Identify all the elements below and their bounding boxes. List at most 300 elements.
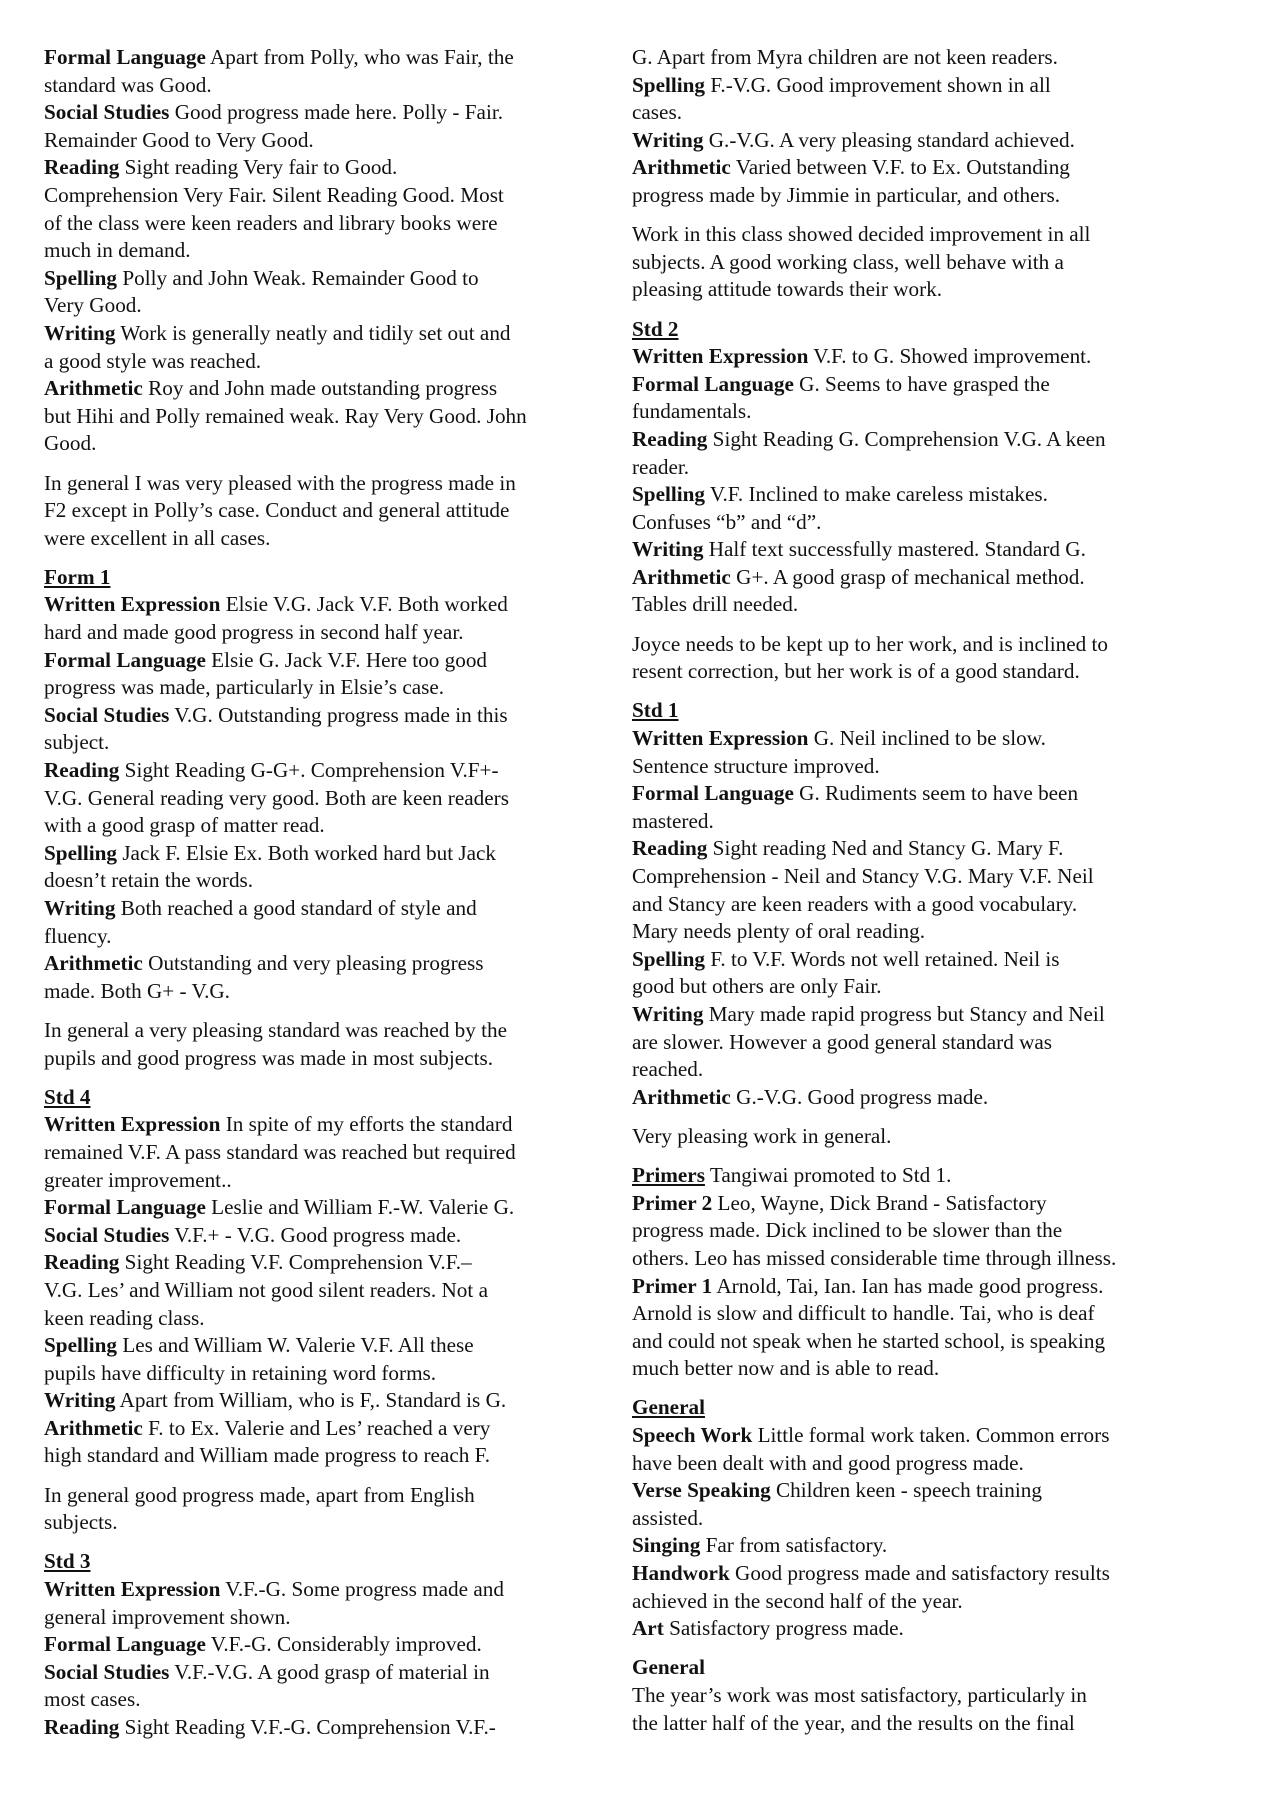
paragraph: [632, 221, 1180, 304]
body-text: V.G. Les’ and William not good silent readers. Not a: [44, 1277, 488, 1302]
paragraph-gap: [632, 686, 1180, 698]
body-text: fluency.: [44, 923, 112, 948]
right-column: [632, 44, 1180, 1737]
subject-label: Spelling: [44, 840, 118, 865]
body-text: Leo, Wayne, Dick Brand - Satisfactory: [712, 1190, 1047, 1215]
text-line: [44, 237, 590, 265]
subject-label: General: [632, 1655, 705, 1680]
body-text: Sight Reading G-G+. Comprehension V.F+-: [119, 758, 499, 783]
text-line: [44, 1277, 590, 1305]
text-line: [632, 1505, 1180, 1533]
subject-label: Arithmetic: [44, 951, 143, 976]
text-line: [632, 509, 1180, 537]
text-line: [44, 950, 590, 978]
body-text: F. to Ex. Valerie and Les’ reached a very: [142, 1415, 491, 1440]
subject-label: Spelling: [632, 72, 706, 97]
subject-label: Formal Language: [44, 45, 206, 69]
subject-label: Reading: [44, 1715, 120, 1739]
text-line: [632, 154, 1180, 182]
text-line: [632, 343, 1180, 371]
text-line: [44, 1442, 590, 1470]
paragraph: [632, 1394, 1180, 1642]
text-line: [632, 1162, 1180, 1190]
text-line: [632, 1273, 1180, 1301]
body-text: general improvement shown.: [44, 1604, 291, 1629]
text-line: [632, 780, 1180, 808]
body-text: Arnold is slow and difficult to handle. Tai, who is deaf: [632, 1301, 1095, 1326]
text-line: [632, 44, 1180, 72]
text-line: [632, 1029, 1180, 1057]
text-line: [632, 1001, 1180, 1029]
text-line: [632, 1450, 1180, 1478]
text-line: [632, 316, 1180, 344]
text-line: [632, 72, 1180, 100]
section-heading: General: [632, 1395, 705, 1420]
subject-label: Spelling: [632, 946, 706, 971]
body-text: a good style was reached.: [44, 348, 262, 373]
body-text: progress made by Jimmie in particular, and others.: [632, 182, 1061, 207]
subject-label: Social Studies: [44, 100, 170, 125]
body-text: Polly and John Weak. Remainder Good to: [117, 265, 479, 290]
text-line: [44, 430, 590, 458]
text-line: [44, 978, 590, 1006]
paragraph: [44, 564, 590, 1006]
body-text: Les and William W. Valerie V.F. All these: [117, 1333, 474, 1358]
subject-label: Written Expression: [44, 1112, 221, 1137]
text-line: [44, 1360, 590, 1388]
body-text: much better now and is able to read.: [632, 1356, 940, 1381]
text-line: [44, 1714, 590, 1742]
text-line: [632, 249, 1180, 277]
body-text: achieved in the second half of the year.: [632, 1588, 963, 1613]
text-line: [44, 182, 590, 210]
body-text: but Hihi and Polly remained weak. Ray Very Good. John: [44, 403, 527, 428]
text-line: [632, 481, 1180, 509]
body-text: Comprehension - Neil and Stancy V.G. Mary V.F. Neil: [632, 864, 1094, 888]
subject-label: Verse Speaking: [632, 1478, 771, 1503]
body-text: In general a very pleasing standard was reached by the: [44, 1017, 507, 1042]
paragraph: [44, 470, 590, 553]
subject-label: Social Studies: [44, 702, 170, 727]
subject-label: Writing: [44, 1388, 116, 1413]
body-text: Remainder Good to Very Good.: [44, 127, 314, 152]
body-text: were excellent in all cases.: [44, 525, 271, 550]
text-line: [632, 182, 1180, 210]
body-text: subject.: [44, 730, 110, 755]
text-line: [44, 923, 590, 951]
text-line: [632, 1245, 1180, 1273]
body-text: pupils have difficulty in retaining word forms.: [44, 1360, 437, 1385]
body-text: V.F.-G. Some progress made and: [220, 1577, 504, 1602]
body-text: In general I was very pleased with the progress made in: [44, 470, 516, 495]
text-line: [44, 1017, 590, 1045]
text-line: [632, 99, 1180, 127]
body-text: Sentence structure improved.: [632, 753, 880, 778]
text-line: [44, 127, 590, 155]
section-heading: Std 1: [632, 698, 679, 723]
body-text: G+. A good grasp of mechanical method.: [730, 564, 1085, 589]
body-text: Far from satisfactory.: [700, 1533, 888, 1558]
body-text: V.G. General reading very good. Both are keen readers: [44, 785, 509, 810]
paragraph-gap: [632, 304, 1180, 316]
text-line: [44, 1222, 590, 1250]
body-text: doesn’t retain the words.: [44, 868, 254, 893]
body-text: progress made. Dick inclined to be slower than the: [632, 1218, 1063, 1243]
text-line: [44, 1576, 590, 1604]
text-line: [44, 1139, 590, 1167]
subject-label: Primer 1: [632, 1273, 713, 1298]
text-line: [44, 265, 590, 293]
paragraph: [632, 1162, 1180, 1383]
paragraph-gap: [632, 1151, 1180, 1163]
text-line: [632, 454, 1180, 482]
subject-label: Reading: [632, 426, 708, 451]
text-line: [44, 564, 590, 592]
body-text: Tables drill needed.: [632, 592, 799, 617]
body-text: good but others are only Fair.: [632, 974, 882, 999]
subject-label: Arithmetic: [632, 155, 731, 180]
body-text: The year’s work was most satisfactory, particularly in: [632, 1683, 1087, 1707]
text-line: [632, 973, 1180, 1001]
text-line: [632, 426, 1180, 454]
subject-label: Writing: [44, 320, 116, 345]
text-line: [632, 127, 1180, 155]
text-line: [632, 1217, 1180, 1245]
text-line: [44, 44, 590, 72]
subject-label: Written Expression: [44, 1577, 221, 1602]
subject-label: Handwork: [632, 1561, 730, 1586]
body-text: much in demand.: [44, 238, 191, 263]
body-text: made. Both G+ - V.G.: [44, 978, 230, 1003]
body-text: Work in this class showed decided improvement in all: [632, 222, 1091, 247]
section-heading: Std 2: [632, 316, 679, 341]
body-text: Good progress made here. Polly - Fair.: [169, 100, 504, 125]
text-line: [44, 1482, 590, 1510]
body-text: Apart from William, who is F,. Standard is G.: [115, 1388, 507, 1413]
text-line: [632, 1615, 1180, 1643]
body-text: Elsie V.G. Jack V.F. Both worked: [220, 592, 508, 617]
body-text: Joyce needs to be kept up to her work, and is inclined to: [632, 631, 1109, 656]
body-text: hard and made good progress in second half year.: [44, 620, 464, 645]
body-text: have been dealt with and good progress made.: [632, 1450, 1024, 1475]
paragraph-gap: [632, 210, 1180, 222]
paragraph-gap: [44, 458, 590, 470]
body-text: subjects.: [44, 1510, 118, 1535]
text-line: [632, 1682, 1180, 1710]
body-text: Comprehension Very Fair. Silent Reading Good. Most: [44, 182, 504, 207]
body-text: Confuses “b” and “d”.: [632, 509, 822, 534]
text-line: [632, 1084, 1180, 1112]
text-line: [44, 154, 590, 182]
body-text: Satisfactory progress made.: [663, 1616, 904, 1641]
body-text: Arnold, Tai, Ian. Ian has made good progress.: [712, 1273, 1104, 1298]
body-text: Very pleasing work in general.: [632, 1123, 892, 1148]
paragraph-gap: [44, 1072, 590, 1084]
text-line: [632, 1300, 1180, 1328]
body-text: G. Rudiments seem to have been: [793, 781, 1079, 806]
text-line: [44, 1045, 590, 1073]
subject-label: Formal Language: [44, 647, 206, 672]
body-text: most cases.: [44, 1687, 141, 1712]
text-line: [44, 1631, 590, 1659]
text-line: [44, 1111, 590, 1139]
text-line: [44, 1387, 590, 1415]
paragraph-gap: [632, 619, 1180, 631]
subject-label: Arithmetic: [44, 1415, 143, 1440]
text-line: [44, 210, 590, 238]
text-line: [44, 1548, 590, 1576]
text-line: [44, 470, 590, 498]
body-text: are slower. However a good general standard was: [632, 1029, 1053, 1054]
text-line: [632, 276, 1180, 304]
text-line: [632, 1190, 1180, 1218]
left-column: [44, 44, 590, 1742]
paragraph: [632, 697, 1180, 1111]
paragraph: [44, 1084, 590, 1470]
text-line: [44, 619, 590, 647]
body-text: keen reading class.: [44, 1305, 205, 1330]
text-line: [44, 1604, 590, 1632]
text-line: [44, 1332, 590, 1360]
subject-label: Arithmetic: [632, 1084, 731, 1109]
paragraph: [632, 44, 1180, 210]
text-line: [44, 591, 590, 619]
text-line: [44, 1194, 590, 1222]
body-text: Very Good.: [44, 293, 142, 318]
text-line: [632, 591, 1180, 619]
body-text: V.G. Outstanding progress made in this: [169, 702, 508, 727]
text-line: [44, 1249, 590, 1277]
subject-label: Reading: [632, 836, 708, 861]
paragraph-gap: [44, 1537, 590, 1549]
text-line: [44, 525, 590, 553]
text-line: [632, 946, 1180, 974]
subject-label: Formal Language: [632, 371, 794, 396]
body-text: Good progress made and satisfactory results: [729, 1561, 1110, 1586]
subject-label: Written Expression: [632, 344, 809, 369]
paragraph-gap: [44, 1005, 590, 1017]
paragraph: [632, 631, 1180, 686]
text-line: [44, 1509, 590, 1537]
body-text: high standard and William made progress to reach F.: [44, 1443, 491, 1468]
body-text: Little formal work taken. Common errors: [752, 1423, 1110, 1448]
body-text: of the class were keen readers and library books were: [44, 210, 498, 235]
body-text: the latter half of the year, and the results on the final: [632, 1710, 1075, 1735]
subject-label: Writing: [632, 537, 704, 562]
body-text: reader.: [632, 454, 690, 479]
subject-label: Reading: [44, 1250, 120, 1275]
body-text: V.F.+ - V.G. Good progress made.: [169, 1222, 462, 1247]
subject-label: Spelling: [632, 482, 706, 507]
paragraph-gap: [632, 1643, 1180, 1655]
paragraph: [44, 44, 590, 458]
text-line: [44, 647, 590, 675]
body-text: G. Neil inclined to be slow.: [808, 726, 1046, 751]
body-text: assisted.: [632, 1505, 704, 1530]
text-line: [632, 1710, 1180, 1738]
paragraph: [632, 1123, 1180, 1151]
text-line: [632, 371, 1180, 399]
section-heading: Std 4: [44, 1084, 91, 1109]
paragraph-gap: [44, 552, 590, 564]
body-text: fundamentals.: [632, 399, 752, 424]
subject-label: Singing: [632, 1533, 701, 1558]
text-line: [44, 348, 590, 376]
body-text: V.F. to G. Showed improvement.: [808, 344, 1092, 369]
subject-label: Speech Work: [632, 1423, 753, 1448]
body-text: cases.: [632, 100, 682, 125]
text-line: [632, 1056, 1180, 1084]
text-line: [44, 674, 590, 702]
subject-label: Writing: [44, 896, 116, 920]
paragraph: [44, 1017, 590, 1072]
text-line: [44, 867, 590, 895]
text-line: [44, 72, 590, 100]
body-text: Leslie and William F.-W. Valerie G.: [205, 1195, 515, 1220]
body-text: Sight reading Very fair to Good.: [119, 155, 398, 180]
text-line: [632, 753, 1180, 781]
text-line: [44, 757, 590, 785]
body-text: Tangiwai promoted to Std 1.: [704, 1163, 952, 1188]
body-text: and could not speak when he started school, is speaking: [632, 1328, 1106, 1353]
body-text: F2 except in Polly’s case. Conduct and general attitude: [44, 498, 510, 523]
body-text: G.-V.G. A very pleasing standard achieved.: [703, 127, 1075, 152]
body-text: subjects. A good working class, well behave with a: [632, 249, 1064, 274]
text-line: [44, 497, 590, 525]
section-heading: Primers: [632, 1163, 705, 1188]
text-line: [632, 1355, 1180, 1383]
subject-label: Social Studies: [44, 1659, 170, 1684]
text-line: [632, 835, 1180, 863]
body-text: mastered.: [632, 808, 714, 833]
text-line: [632, 1422, 1180, 1450]
body-text: pleasing attitude towards their work.: [632, 277, 943, 302]
text-line: [44, 403, 590, 431]
body-text: Sight reading Ned and Stancy G. Mary F.: [707, 836, 1064, 861]
body-text: G.-V.G. Good progress made.: [730, 1084, 989, 1109]
body-text: Children keen - speech training: [770, 1478, 1042, 1503]
text-line: [44, 812, 590, 840]
body-text: Sight Reading V.F.-G. Comprehension V.F.-: [119, 1715, 496, 1739]
text-line: [44, 1305, 590, 1333]
text-line: [632, 808, 1180, 836]
text-line: [632, 1560, 1180, 1588]
paragraph-gap: [44, 1470, 590, 1482]
text-line: [632, 891, 1180, 919]
text-line: [632, 863, 1180, 891]
text-line: [632, 631, 1180, 659]
body-text: Work is generally neatly and tidily set out and: [115, 320, 511, 345]
body-text: remained V.F. A pass standard was reached but required: [44, 1139, 516, 1164]
section-heading: Std 3: [44, 1549, 91, 1574]
subject-label: Writing: [632, 127, 704, 152]
paragraph-gap: [632, 1111, 1180, 1123]
text-line: [632, 564, 1180, 592]
paragraph: [632, 1654, 1180, 1737]
text-line: [44, 1686, 590, 1714]
text-line: [632, 1394, 1180, 1422]
body-text: Both reached a good standard of style and: [115, 896, 477, 920]
subject-label: Written Expression: [44, 592, 221, 617]
body-text: others. Leo has missed considerable time through illness.: [632, 1245, 1117, 1270]
text-line: [632, 1588, 1180, 1616]
text-line: [632, 658, 1180, 686]
paragraph-gap: [632, 1383, 1180, 1395]
text-line: [632, 1328, 1180, 1356]
body-text: Mary made rapid progress but Stancy and Neil: [703, 1001, 1105, 1026]
text-line: [44, 375, 590, 403]
text-line: [44, 702, 590, 730]
subject-label: Spelling: [44, 1333, 118, 1358]
body-text: Roy and John made outstanding progress: [142, 376, 498, 401]
subject-label: Reading: [44, 155, 120, 180]
body-text: G. Apart from Myra children are not keen readers.: [632, 45, 1058, 69]
body-text: Half text successfully mastered. Standard G.: [703, 537, 1086, 562]
paragraph: [44, 1482, 590, 1537]
subject-label: Reading: [44, 758, 120, 783]
body-text: and Stancy are keen readers with a good vocabulary.: [632, 891, 1078, 916]
body-text: V.F. Inclined to make careless mistakes.: [705, 482, 1048, 507]
body-text: resent correction, but her work is of a good standard.: [632, 659, 1080, 684]
text-line: [632, 697, 1180, 725]
body-text: reached.: [632, 1057, 704, 1082]
subject-label: Spelling: [44, 265, 118, 290]
body-text: Mary needs plenty of oral reading.: [632, 919, 925, 944]
text-line: [44, 1659, 590, 1687]
subject-label: Art: [632, 1616, 664, 1641]
text-line: [632, 536, 1180, 564]
body-text: Sight Reading G. Comprehension V.G. A keen: [707, 426, 1106, 451]
text-line: [44, 320, 590, 348]
body-text: standard was Good.: [44, 72, 212, 97]
text-line: [44, 1084, 590, 1112]
body-text: progress was made, particularly in Elsie’s case.: [44, 675, 445, 700]
text-line: [44, 729, 590, 757]
subject-label: Social Studies: [44, 1222, 170, 1247]
text-line: [44, 895, 590, 923]
text-line: [44, 785, 590, 813]
body-text: F.-V.G. Good improvement shown in all: [705, 72, 1051, 97]
subject-label: Formal Language: [632, 781, 794, 806]
body-text: Elsie G. Jack V.F. Here too good: [205, 647, 488, 672]
subject-label: Arithmetic: [44, 376, 143, 401]
subject-label: Arithmetic: [632, 564, 731, 589]
text-line: [632, 398, 1180, 426]
body-text: V.F.-V.G. A good grasp of material in: [169, 1659, 490, 1684]
text-line: [632, 725, 1180, 753]
body-text: Good.: [44, 431, 97, 456]
body-text: In general good progress made, apart from English: [44, 1482, 475, 1507]
text-line: [44, 292, 590, 320]
subject-label: Formal Language: [44, 1632, 206, 1657]
text-line: [632, 1123, 1180, 1151]
text-line: [632, 1532, 1180, 1560]
body-text: V.F.-G. Considerably improved.: [205, 1632, 482, 1657]
subject-label: Formal Language: [44, 1195, 206, 1220]
body-text: with a good grasp of matter read.: [44, 813, 325, 838]
body-text: G. Seems to have grasped the: [793, 371, 1050, 396]
text-line: [44, 1415, 590, 1443]
body-text: Outstanding and very pleasing progress: [142, 951, 484, 976]
body-text: F. to V.F. Words not well retained. Neil is: [705, 946, 1060, 971]
body-text: In spite of my efforts the standard: [220, 1112, 513, 1137]
text-line: [632, 221, 1180, 249]
section-heading: Form 1: [44, 564, 111, 589]
body-text: pupils and good progress was made in most subjects.: [44, 1045, 494, 1070]
body-text: greater improvement..: [44, 1167, 232, 1192]
text-line: [632, 918, 1180, 946]
subject-label: Written Expression: [632, 726, 809, 751]
